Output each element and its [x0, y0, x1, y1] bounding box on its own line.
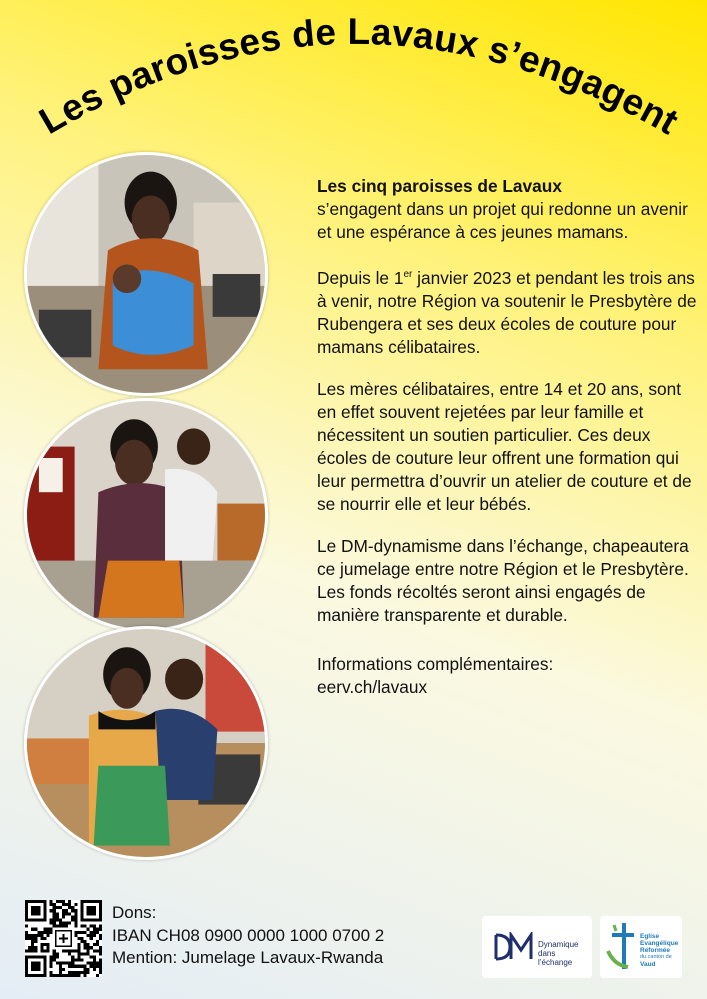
title-text: Les paroisses de Lavaux s’engagent	[32, 10, 686, 143]
eerv-logo-line: du canton de	[640, 954, 672, 960]
photo-mother-baby-2	[24, 398, 268, 632]
dm-logo-line: Dynamique	[538, 940, 579, 949]
info-label: Informations complémentaires:	[317, 653, 554, 674]
dm-logo-text	[538, 940, 578, 967]
donation-mention: Mention: Jumelage Lavaux-Rwanda	[112, 948, 384, 967]
intro-paragraph	[317, 175, 697, 244]
date-paragraph-rest: janvier 2023 et pendant les trois ans à venir, notre Région va soutenir le Presbytère de Rubengera et ses deux écoles de couture pour mamans célibataires.	[317, 267, 697, 357]
iban: IBAN CH08 0900 0000 1000 0700 2	[112, 925, 385, 945]
eerv-logo-line: Réformée	[640, 947, 670, 954]
date-superscript: er	[403, 269, 413, 280]
dm-paragraph	[317, 535, 697, 627]
intro-lead: Les cinq paroisses de Lavaux	[317, 176, 562, 196]
dm-logo-line: l’échange	[538, 958, 573, 967]
main-text	[317, 175, 697, 718]
qr-code[interactable]	[25, 900, 102, 977]
eerv-logo-line: Eglise	[640, 933, 660, 940]
page-title	[0, 0, 707, 170]
dm-logo-icon	[494, 932, 534, 962]
svg-text:Les paroisses de Lavaux s’enga	[32, 11, 685, 142]
dm-paragraph-line1: Le DM-dynamisme dans l’échange, chapeautera ce jumelage entre notre Région et le Presbytère.	[317, 535, 689, 579]
dm-logo-line: dans	[538, 949, 556, 958]
donations-block	[112, 902, 384, 970]
photo-mother-baby-1	[24, 152, 268, 396]
donations-label: Dons:	[112, 903, 157, 922]
eerv-logo-line: Vaud	[640, 961, 656, 968]
dm-paragraph-line2: Les fonds récoltés seront ainsi engagés de manière transparente et durable.	[317, 581, 646, 625]
eerv-logo-icon	[604, 921, 638, 973]
eerv-logo	[600, 916, 682, 978]
info-link[interactable]: eerv.ch/lavaux	[317, 676, 428, 697]
eerv-logo-line: Evangélique	[640, 940, 679, 947]
info-block	[317, 653, 697, 699]
intro-rest: s’engagent dans un projet qui redonne un avenir et une espérance à ces jeunes mamans.	[317, 199, 688, 242]
dm-logo	[482, 916, 592, 978]
date-paragraph	[317, 263, 697, 359]
photo-mother-baby-3	[24, 626, 268, 860]
eerv-logo-text	[640, 933, 678, 968]
mothers-paragraph: Les mères célibataires, entre 14 et 20 ans, sont en effet souvent rejetées par leur famille et nécessitent un soutien particulier. Ces deux écoles de couture leur offrent une formation qui leur permettra d’ouvrir un atelier de couture et de se nourrir elle et leur bébés.	[317, 378, 692, 514]
date-paragraph-start: Depuis le 1	[317, 267, 404, 288]
